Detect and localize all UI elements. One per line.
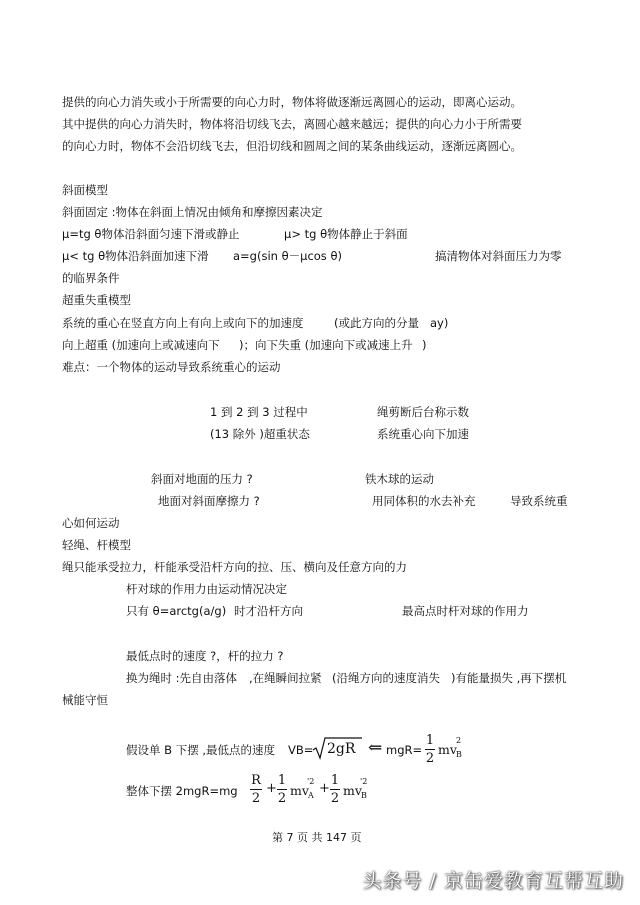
incline-rule-2c: 搞清物体对斜面压力为零 (435, 249, 562, 263)
rope-line-3b: 时才沿杆方向 (234, 604, 303, 618)
rope-title: 轻绳、杆模型 (62, 538, 131, 552)
formula-2-sub-b: B (361, 791, 367, 800)
fraction-half-2: 1 2 (277, 773, 287, 806)
paragraph-line-2: 其中提供的向心力消失时，物体将沿切线飞去，离圆心越来越远；提供的向心力小于所需要 (62, 117, 522, 131)
rope-line-4: 最低点时的速度 ?，杆的拉力 ? (126, 649, 284, 663)
formula-2-sup-b: '2 (360, 777, 368, 786)
rope-line-3c: 最高点时杆对球的作用力 (402, 604, 529, 618)
left-arrow-icon: ⇐ (368, 738, 383, 758)
example-4a: 地面对斜面摩擦力 ? (158, 494, 260, 508)
example-2b: 系统重心向下加速 (377, 427, 469, 441)
formula-1-text: 假设单 B 下摆 ,最低点的速度 (126, 743, 276, 757)
fraction-half-3: 1 2 (330, 773, 340, 806)
example-2a: (13 除外 )超重状态 (210, 427, 310, 441)
overweight-line-1a: 系统的重心在竖直方向上有向上或向下的加速度 (62, 316, 304, 330)
example-3b: 铁木球的运动 (365, 472, 434, 486)
incline-rule-2a: μ< tg θ物体沿斜面加速下滑 (62, 249, 209, 263)
fraction-half-1: 1 2 (425, 733, 435, 766)
example-5: 心如何运动 (62, 516, 120, 530)
rope-line-5a: 换为绳时 :先自由落体 (126, 671, 238, 685)
overweight-line-1c: ay) (430, 316, 449, 330)
incline-rule-3: 的临界条件 (62, 271, 120, 285)
formula-2-mv-b: mv (343, 783, 362, 798)
incline-fixed-line: 斜面固定 :物体在斜面上情况由倾角和摩擦因素决定 (62, 205, 323, 219)
paragraph-line-1: 提供的向心力消失或小于所需要的向心力时，物体将做逐渐远离圆心的运动，即离心运动。 (62, 95, 522, 109)
paragraph-line-3: 的向心力时，物体不会沿切线飞去，但沿切线和圆周之间的某条曲线运动，逐渐远离圆心。 (62, 139, 522, 153)
rope-line-5d: )有能量损失 ,再下摆机 (451, 671, 567, 685)
incline-title: 斜面模型 (62, 183, 108, 197)
overweight-line-2b: )；向下失重 (加速向下或减速上升 (239, 338, 413, 352)
fraction-r-over-2: R 2 (251, 773, 261, 806)
example-1b: 绳剪断后台称示数 (377, 405, 469, 419)
formula-1-vb: VB= (288, 743, 314, 757)
formula-2-mv-a: mv (290, 783, 309, 798)
rope-line-2: 杆对球的作用力由运动情况决定 (126, 582, 287, 596)
plus-sign-2: + (319, 781, 330, 796)
plus-sign-1: + (266, 781, 277, 796)
formula-1-mv: mv (438, 742, 457, 757)
incline-rule-1a: μ=tg θ物体沿斜面匀速下滑或静止 (62, 227, 240, 241)
rope-line-3a: 只有 θ=arctg(a/g) (126, 604, 227, 618)
example-3a: 斜面对地面的压力 ? (151, 472, 253, 486)
example-4c: 导致系统重 (510, 494, 568, 508)
formula-2-text: 整体下摆 2mgR=mg (126, 784, 238, 798)
overweight-line-1b: (或此方向的分量 (334, 316, 419, 330)
rope-line-1: 绳只能承受拉力，杆能承受沿杆方向的拉、压、横向及任意方向的力 (62, 560, 407, 574)
sqrt-content: 2gR (327, 741, 356, 757)
rope-line-6: 械能守恒 (62, 693, 108, 707)
formula-1-mgr: mgR= (386, 743, 423, 757)
rope-line-5c: (沿绳方向的速度消失 (332, 671, 440, 685)
formula-1-sub: B (456, 750, 462, 759)
overweight-title: 超重失重模型 (62, 293, 131, 307)
example-4b: 用同体积的水去补充 (372, 494, 476, 508)
incline-rule-2b: a=g(sin θ－μcos θ) (233, 249, 342, 263)
overweight-line-3: 难点：一个物体的运动导致系统重心的运动 (62, 360, 281, 374)
sqrt-symbol (312, 735, 364, 761)
rope-line-5b: ,在绳瞬间拉紧 (249, 671, 322, 685)
overweight-line-2c: ) (422, 338, 427, 352)
page-number: 第 7 页 共 147 页 (272, 831, 362, 844)
watermark: 头条号 / 京缶爱教育互帮互助 (362, 870, 624, 892)
example-1a: 1 到 2 到 3 过程中 (210, 405, 308, 419)
overweight-line-2a: 向上超重 (加速向上或减速向下 (62, 338, 220, 352)
formula-1-sup: 2 (456, 736, 462, 745)
formula-2-sub-a: A (308, 791, 314, 800)
incline-rule-1b: μ> tg θ物体静止于斜面 (284, 227, 408, 241)
formula-2-sup-a: '2 (307, 777, 315, 786)
